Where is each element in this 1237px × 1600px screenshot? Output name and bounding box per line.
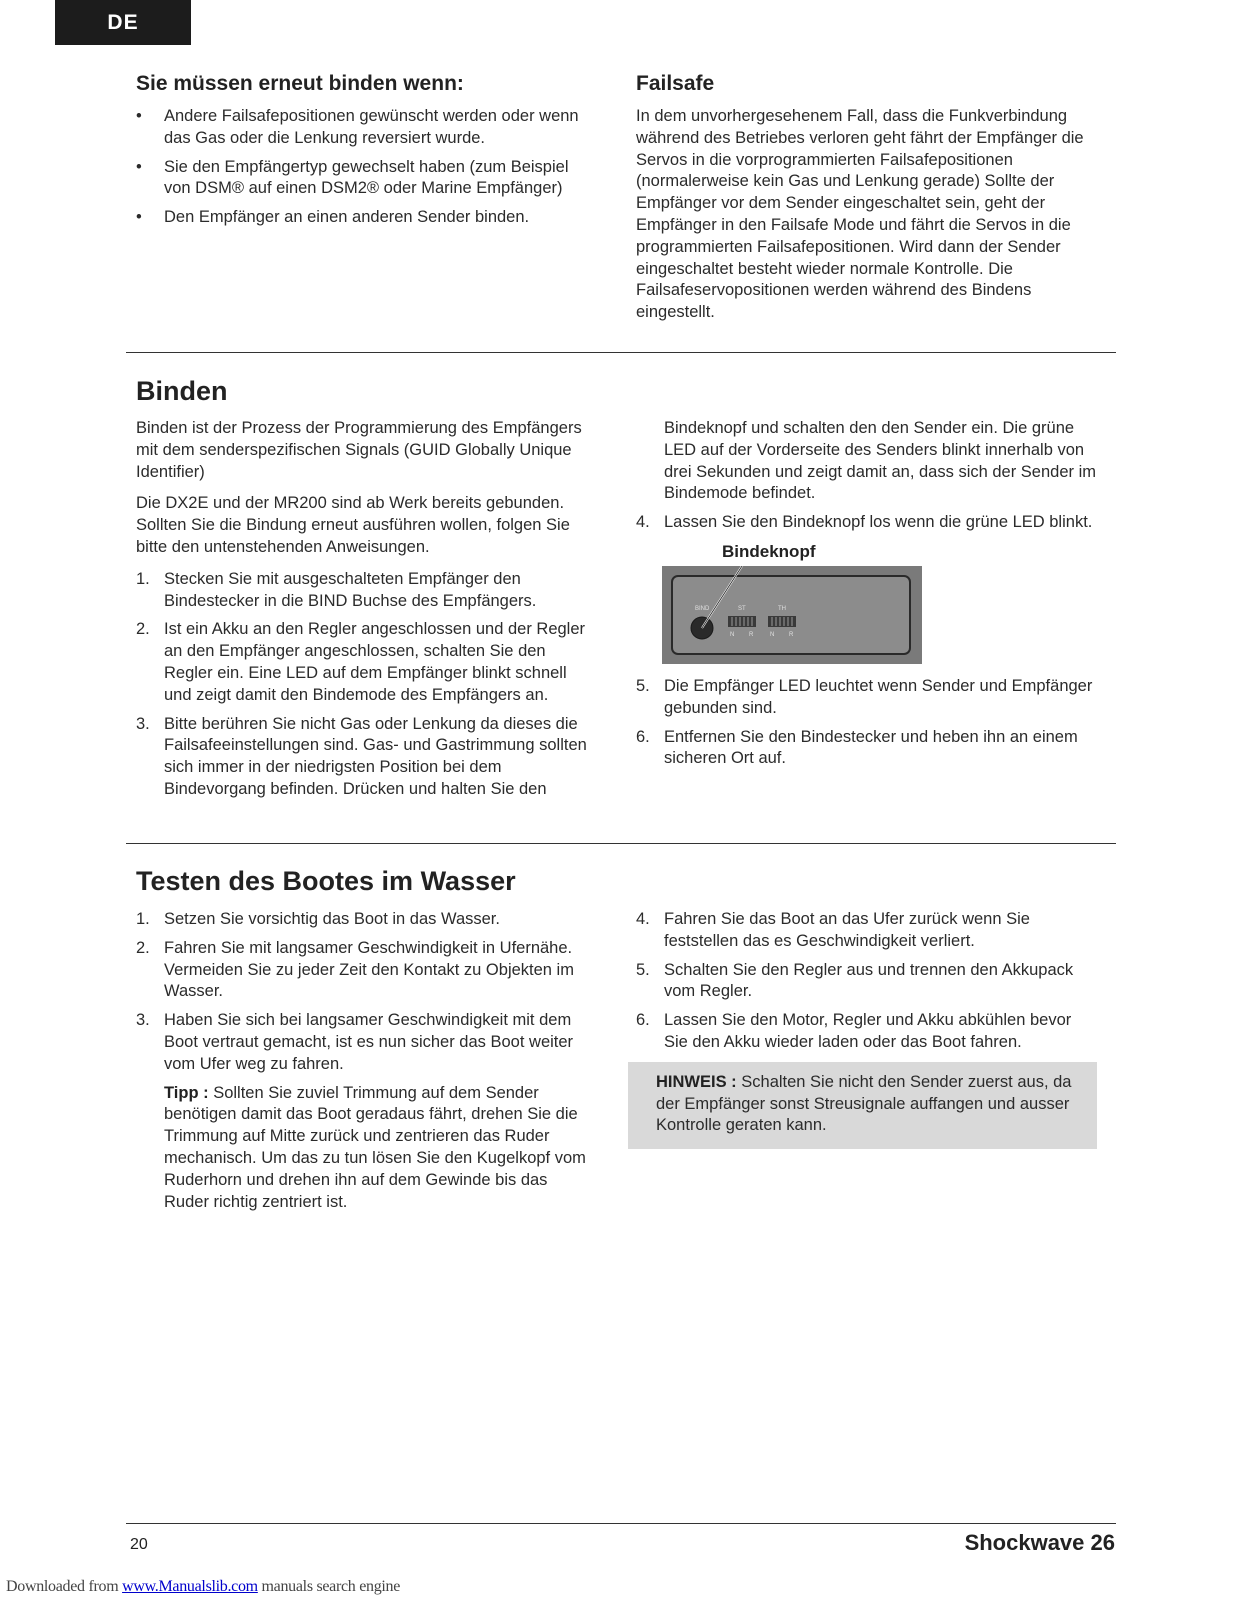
- page-number: 20: [130, 1536, 148, 1553]
- bind-port-label: BIND: [695, 605, 710, 612]
- list-item: 6. Entfernen Sie den Bindestecker und heben ihn an einem sicheren Ort auf.: [636, 727, 1078, 768]
- bind-button-figure: [636, 542, 1096, 664]
- list-item: 4. Fahren Sie das Boot an das Ufer zurück wenn Sie feststellen das es Geschwindigkeit verliert.: [636, 910, 1030, 950]
- list-item: 2. Fahren Sie mit langsamer Geschwindigkeit in Ufernähe. Vermeiden Sie zu jeder Zeit den Kontakt zu Objekten im Wasser.: [136, 938, 574, 1001]
- binden-heading: Binden: [136, 376, 228, 406]
- binden-steps-right: [636, 676, 1096, 770]
- binden-steps-left: [136, 569, 596, 801]
- tip-note: [136, 1083, 596, 1214]
- tip-label: Tipp :: [164, 1083, 209, 1102]
- th-label: TH: [778, 605, 786, 612]
- binden-step-4: [636, 512, 1096, 534]
- tip-text: Sollten Sie zuviel Trimmung auf dem Sender benötigen damit das Boot geradaus fährt, drehen Sie die Trimmung auf Mitte zurück und zentrieren das Ruder mechanisch. Um das zu tun lösen Sie den Kugelkopf vom Ruderhorn und drehen ihn auf dem Gewinde bis das Ruder richtig zentriert ist.: [164, 1083, 586, 1211]
- notice-text: Schalten Sie nicht den Sender zuerst aus, da der Empfänger sonst Streusignale auffangen und ausser Kontrolle geraten kann.: [656, 1072, 1072, 1135]
- notice-label: HINWEIS :: [656, 1072, 737, 1091]
- download-notice: Downloaded from www.Manualslib.com manuals search engine: [6, 1578, 401, 1595]
- section-divider: [126, 843, 1116, 844]
- testen-left-column: [136, 909, 596, 1213]
- list-item: 1. Setzen Sie vorsichtig das Boot in das Wasser.: [136, 910, 500, 928]
- rebind-section: [136, 72, 596, 236]
- st-label: ST: [738, 605, 746, 612]
- failsafe-text: In dem unvorhergesehenem Fall, dass die Funkverbindung während des Betriebes verloren geht fährt der Empfänger die Servos in die vorprogrammierten Failsafepositionen (normalerweise kein Gas und Lenkung gerade) Sollte der Empfänger vor dem Sender eingeschaltet sein, geht der Empfänger in den Failsafe Mode und fährt die Servos in die programmierten Failsafepositionen. Wird dann der Sender eingeschaltet besteht wieder normale Kontrolle. Die Failsafeservopositionen werden während des Bindens eingestellt.: [636, 107, 1084, 322]
- testen-steps-right: [636, 909, 1096, 1054]
- list-item: • Sie den Empfängertyp gewechselt haben (zum Beispiel von DSM® auf einen DSM2® oder Marine Empfänger): [136, 157, 569, 198]
- testen-right-column: [636, 909, 1096, 1149]
- binden-intro-1: Binden ist der Prozess der Programmierung des Empfängers mit dem senderspezifischen Signals (GUID Globally Unique Identifier): [136, 419, 582, 481]
- binden-right-column: [636, 418, 1096, 777]
- list-item: 5. Schalten Sie den Regler aus und trennen den Akkupack vom Regler.: [636, 960, 1074, 1001]
- receiver-panel: [672, 576, 910, 654]
- binden-intro-2: Die DX2E und der MR200 sind ab Werk bereits gebunden. Sollten Sie die Bindung erneut ausführen wollen, folgen Sie bitte den untenstehenden Anweisungen.: [136, 494, 570, 556]
- notice-box: [628, 1062, 1097, 1149]
- failsafe-section: [636, 72, 1106, 334]
- th-n-label: N: [770, 631, 775, 638]
- list-item: • Andere Failsafepositionen gewünscht werden oder wenn das Gas oder die Lenkung reversiert wurde.: [136, 107, 579, 147]
- list-item: • Den Empfänger an einen anderen Sender binden.: [136, 208, 530, 227]
- list-item: 6. Lassen Sie den Motor, Regler und Akku abkühlen bevor Sie den Akku wieder laden oder das Boot fahren.: [636, 1011, 1072, 1051]
- st-n-label: N: [730, 631, 735, 638]
- testen-steps-left: [136, 909, 596, 1076]
- product-name: Shockwave 26: [964, 1530, 1115, 1555]
- rebind-heading: Sie müssen erneut binden wenn:: [136, 72, 464, 95]
- footer-divider: [126, 1523, 1116, 1524]
- step3-continued: Bindeknopf und schalten den den Sender ein. Die grüne LED auf der Vorderseite des Senders blinkt innerhalb von drei Sekunden und zeigt damit an, dass sich der Sender im Bindemode befindet.: [664, 419, 1096, 503]
- rebind-list: [136, 106, 596, 229]
- st-r-label: R: [749, 631, 754, 638]
- th-r-label: R: [789, 631, 794, 638]
- list-item: 3. Bitte berühren Sie nicht Gas oder Lenkung da dieses die Failsafeeinstellungen sind. Gas- und Gastrimmung sollten sich immer in der niedrigsten Position bei dem Bindevorgang befinden. Drücken und halten Sie den: [136, 714, 587, 798]
- testen-heading: Testen des Bootes im Wasser: [136, 866, 516, 896]
- figure-caption: Bindeknopf: [722, 541, 816, 561]
- list-item: 5. Die Empfänger LED leuchtet wenn Sender und Empfänger gebunden sind.: [636, 676, 1093, 717]
- binden-left-column: [136, 418, 596, 808]
- failsafe-heading: Failsafe: [636, 72, 715, 95]
- list-item: 1. Stecken Sie mit ausgeschalteten Empfänger den Bindestecker in die BIND Buchse des Empfängers.: [136, 569, 537, 610]
- list-item: 3. Haben Sie sich bei langsamer Geschwindigkeit mit dem Boot vertraut gemacht, ist es nun sicher das Boot weiter vom Ufer weg zu fahren.: [136, 1011, 574, 1073]
- receiver-illustration: [662, 566, 922, 664]
- manualslib-link[interactable]: www.Manualslib.com: [122, 1578, 258, 1595]
- list-item: 4. Lassen Sie den Bindeknopf los wenn die grüne LED blinkt.: [636, 513, 1093, 532]
- section-divider: [126, 352, 1116, 353]
- list-item: 2. Ist ein Akku an den Regler angeschlossen und der Regler an den Empfänger angeschlossen, schalten Sie den Regler ein. Eine LED auf dem Empfänger blinkt schnell und zeigt damit den Bindemode des Empfängers an.: [136, 620, 586, 704]
- language-tab: DE: [55, 0, 191, 45]
